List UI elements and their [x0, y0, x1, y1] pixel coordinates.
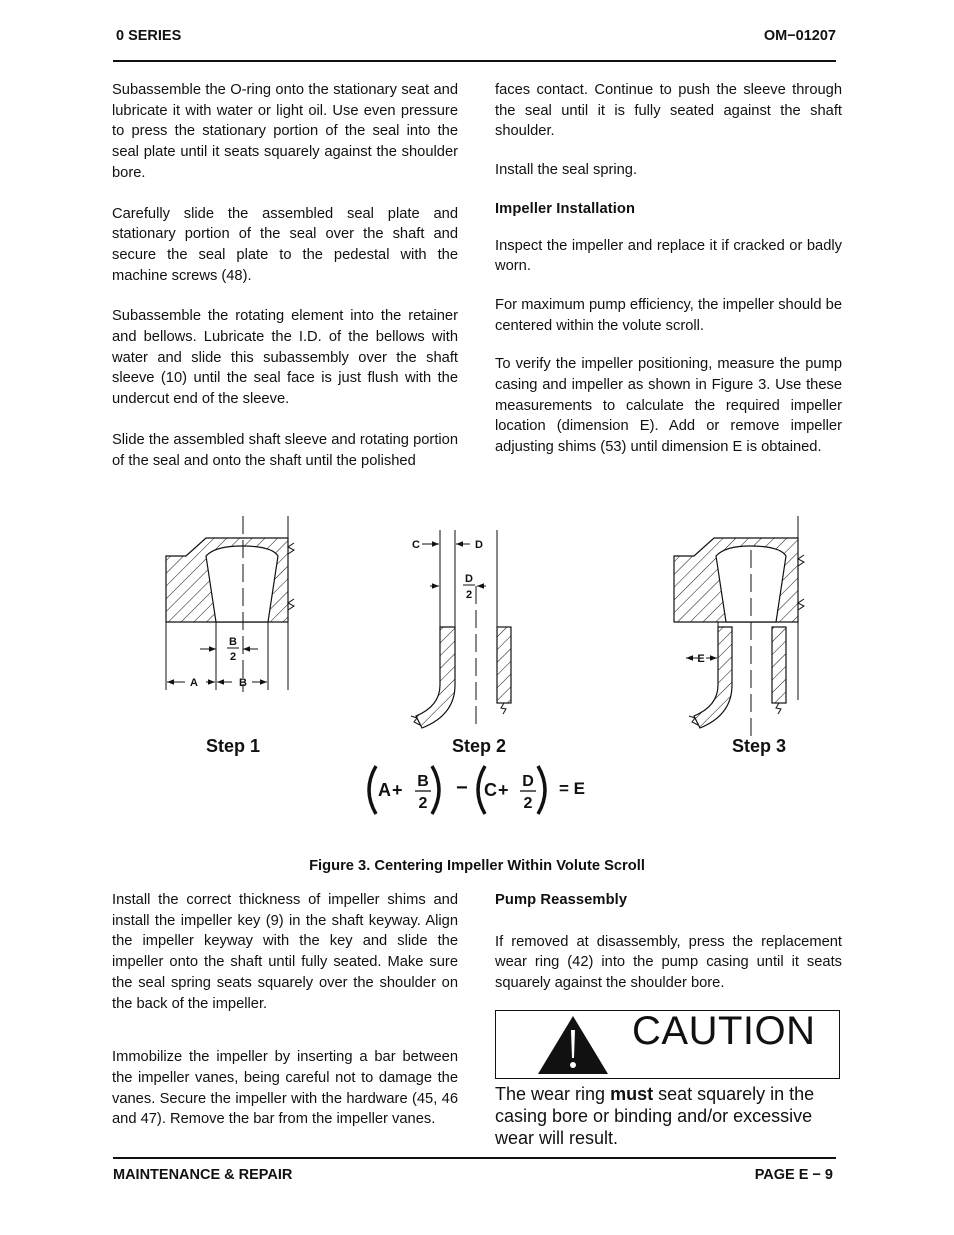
caution-heading: CAUTION: [632, 1008, 816, 1053]
document-number: OM−01207: [763, 28, 836, 44]
caution-text-part: seat squarely in the casing bore or binding and/or excessive wear will result.: [495, 1083, 815, 1148]
figure-centering-impeller: [140, 510, 820, 830]
formula-equals-e: = E: [559, 779, 585, 798]
paragraph: Slide the assembled shaft sleeve and rotating portion of the seal and onto the shaft until the polished: [112, 431, 458, 469]
formula-b: B: [417, 773, 429, 790]
step3-label: Step 3: [732, 736, 787, 756]
formula-plus-2: +: [498, 780, 509, 800]
label-b: B: [239, 677, 247, 689]
warning-triangle-icon: [536, 1014, 610, 1076]
formula-minus: −: [456, 777, 468, 799]
paragraph: Subassemble the rotating element into the retainer and bellows. Lubricate the I.D. of the bellows with water and slide this subassembly over the shaft sleeve (10) until the seal face is just flush with the undercut end of the sleeve.: [112, 308, 458, 408]
paragraph: Immobilize the impeller by inserting a bar between the impeller vanes, being careful not to damage the vanes. Secure the impeller with the hardware (45, 46 and 47). Remove the bar from the impeller vanes.: [112, 1049, 458, 1128]
caution-text-part: The wear ring: [495, 1083, 611, 1104]
step3-assembled-drawing: [674, 516, 804, 736]
label-b-over-2-denominator: 2: [229, 651, 237, 663]
section-heading: Impeller Installation: [495, 200, 636, 217]
formula: [369, 766, 585, 814]
step2-label: Step 2: [452, 736, 507, 756]
label-d: D: [475, 539, 483, 551]
label-a: A: [190, 677, 198, 689]
text-column-left-bottom: [112, 890, 458, 1150]
paragraph: Subassemble the O-ring onto the stationary seat and lubricate it with water or light oil. Use even pressure to press the stationary portion of the seal into the seal plate until it seats squarely against the shoulder bore.: [112, 82, 458, 181]
formula-2-a: 2: [418, 795, 428, 812]
paragraph: If removed at disassembly, press the replacement wear ring (42) into the pump casing until it seats squarely against the shoulder bore.: [495, 933, 842, 992]
paragraph: For maximum pump efficiency, the impeller should be centered within the volute scroll.: [495, 296, 842, 334]
formula-d: D: [522, 773, 534, 790]
footer-section: MAINTENANCE & REPAIR: [113, 1167, 293, 1183]
step1-casing-drawing: [166, 516, 294, 692]
formula-a: A: [378, 780, 391, 800]
step1-label: Step 1: [206, 736, 261, 756]
formula-2-b: 2: [523, 795, 533, 812]
formula-plus-1: +: [392, 780, 403, 800]
formula-c: C: [484, 780, 497, 800]
paragraph: Carefully slide the assembled seal plate and stationary portion of the seal over the shaft and secure the seal plate to the pedestal with the machine screws (48).: [112, 205, 458, 284]
caution-emphasis: must: [610, 1083, 654, 1104]
text-column-right-top: [495, 80, 842, 478]
paragraph: To verify the impeller positioning, measure the pump casing and impeller as shown in Figure 3. Use these measurements to calculate the required impeller location (dimension E). Add or remove impeller adjusting shims (53) until dimension E is obtained.: [495, 356, 842, 456]
page-header: [113, 26, 836, 62]
figure-caption: Figure 3. Centering Impeller Within Volute Scroll: [309, 858, 645, 874]
label-e: E: [697, 653, 705, 665]
paragraph: Inspect the impeller and replace it if cracked or badly worn.: [495, 237, 842, 275]
label-d-over-2-denominator: 2: [465, 589, 473, 601]
label-b-over-2-numerator: B: [229, 636, 237, 648]
caution-message: [495, 1083, 842, 1149]
paragraph: Install the seal spring.: [495, 162, 638, 179]
page-footer: [113, 1157, 836, 1187]
figure-diagram: [140, 510, 820, 830]
caution-box: [495, 1010, 840, 1079]
step2-impeller-drawing: [411, 530, 511, 730]
text-column-right-bottom: [495, 890, 842, 1149]
paragraph: Install the correct thickness of impeller shims and install the impeller key (9) in the shaft keyway. Align the impeller keyway with the key and slide the impeller onto the shaft until fully seated. Make sure the seal spring seats squarely over the shoulder on the back of the impeller.: [112, 892, 458, 1012]
label-c: C: [412, 539, 420, 551]
label-d-over-2-numerator: D: [465, 573, 473, 585]
text-column-left-top: [112, 80, 458, 491]
series-label: 0 SERIES: [116, 28, 182, 44]
section-heading: Pump Reassembly: [495, 892, 628, 908]
paragraph: faces contact. Continue to push the sleeve through the seal until it is fully seated against the shaft shoulder.: [495, 82, 842, 140]
page-number: PAGE E − 9: [754, 1167, 833, 1183]
